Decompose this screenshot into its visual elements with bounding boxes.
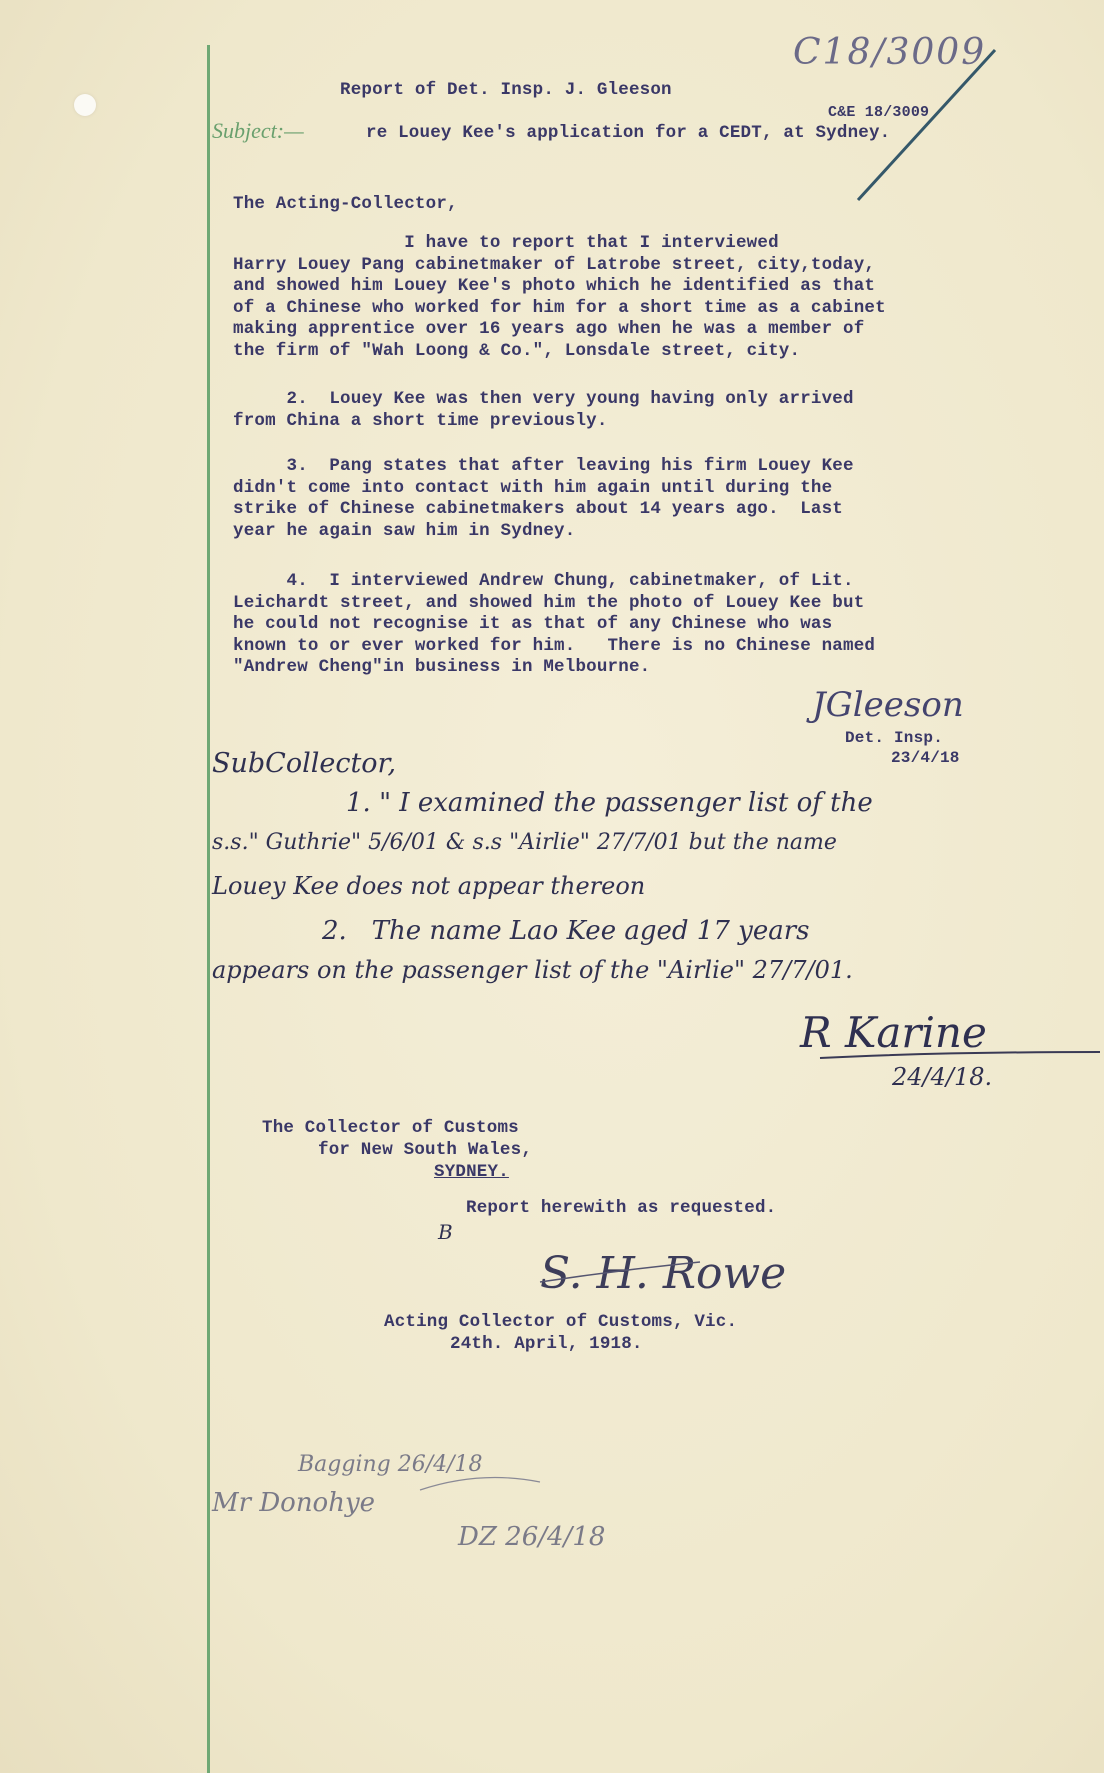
addressee-line-1: The Collector of Customs [262,1118,519,1138]
paragraph-4 [233,571,875,679]
subject-text: re Louey Kee's application for a CEDT, at Sydney. [366,123,891,143]
paragraph-line: year he again saw him in Sydney. [233,520,576,541]
note-line-2: s.s." Guthrie" 5/6/01 & s.s "Airlie" 27/7/01 but the name [212,830,837,855]
note-line-3: Louey Kee does not appear thereon [212,872,646,900]
paragraph-line: he could not recognise it as that of any Chinese who was [233,614,833,634]
paragraph-line: I have to report that I interviewed [233,233,779,253]
file-reference: C&E 18/3009 [828,104,930,121]
forwarding-text: Report herewith as requested. [466,1198,777,1218]
paragraph-line: strike of Chinese cabinetmakers about 14 years ago. Last [233,499,843,519]
punch-hole [74,94,96,116]
paragraph-line: known to or ever worked for him. There is no Chinese named [233,635,876,656]
note-line-5: appears on the passenger list of the "Airlie" 27/7/01. [212,956,853,984]
addressee-line-2: for New South Wales, [318,1140,533,1160]
paragraph-line: Harry Louey Pang cabinetmaker of Latrobe street, city,today, [233,254,876,275]
signoff1-date: 23/4/18 [891,749,960,767]
karine-signature: R Karine [800,1008,987,1057]
signoff2-title: Acting Collector of Customs, Vic. [384,1312,738,1332]
paragraph-line: "Andrew Cheng"in business in Melbourne. [233,657,651,677]
margin-rule [207,45,210,1773]
paragraph-2 [233,389,854,432]
rowe-signature: S. H. Rowe [540,1248,787,1299]
paragraph-line: 4. I interviewed Andrew Chung, cabinetmaker, of Lit. [233,571,854,591]
pencil-note-line-3: DZ 26/4/18 [458,1522,606,1552]
addressee-line-3: SYDNEY. [434,1162,509,1182]
pencil-note-line-2: Mr Donohye [212,1488,376,1518]
b-mark: B [438,1220,453,1244]
paragraph-line: the firm of "Wah Loong & Co.", Lonsdale street, city. [233,340,801,361]
gleeson-signature: JGleeson [812,685,964,725]
note-date: 24/4/18. [892,1063,993,1091]
paragraph-line: from China a short time previously. [233,410,608,431]
paragraph-3 [233,456,854,542]
subject-label: Subject:— [212,118,304,143]
note-line-4: 2. The name Lao Kee aged 17 years [322,916,810,946]
paragraph-line: Leichardt street, and showed him the photo of Louey Kee but [233,592,865,613]
paragraph-line: 2. Louey Kee was then very young having only arrived [233,389,854,409]
signoff2-date: 24th. April, 1918. [450,1334,643,1354]
paragraph-line: of a Chinese who worked for him for a short time as a cabinet [233,297,886,318]
paragraph-line: making apprentice over 16 years ago when he was a member of [233,319,865,339]
paragraph-line: didn't come into contact with him again until during the [233,477,833,498]
pencil-flourish [420,1478,540,1491]
note-addressee: SubCollector, [212,748,397,779]
report-title: Report of Det. Insp. J. Gleeson [340,80,672,100]
signoff1-title: Det. Insp. [845,729,944,747]
note-line-1: 1. " I examined the passenger list of the [346,788,873,818]
paragraph-1 [233,233,886,362]
paragraph-line: 3. Pang states that after leaving his firm Louey Kee [233,456,854,476]
pencil-note-line-1: Bagging 26/4/18 [298,1452,483,1477]
salutation: The Acting-Collector, [233,194,458,214]
paragraph-line: and showed him Louey Kee's photo which he identified as that [233,276,876,296]
reference-number: C18/3009 [793,32,987,73]
